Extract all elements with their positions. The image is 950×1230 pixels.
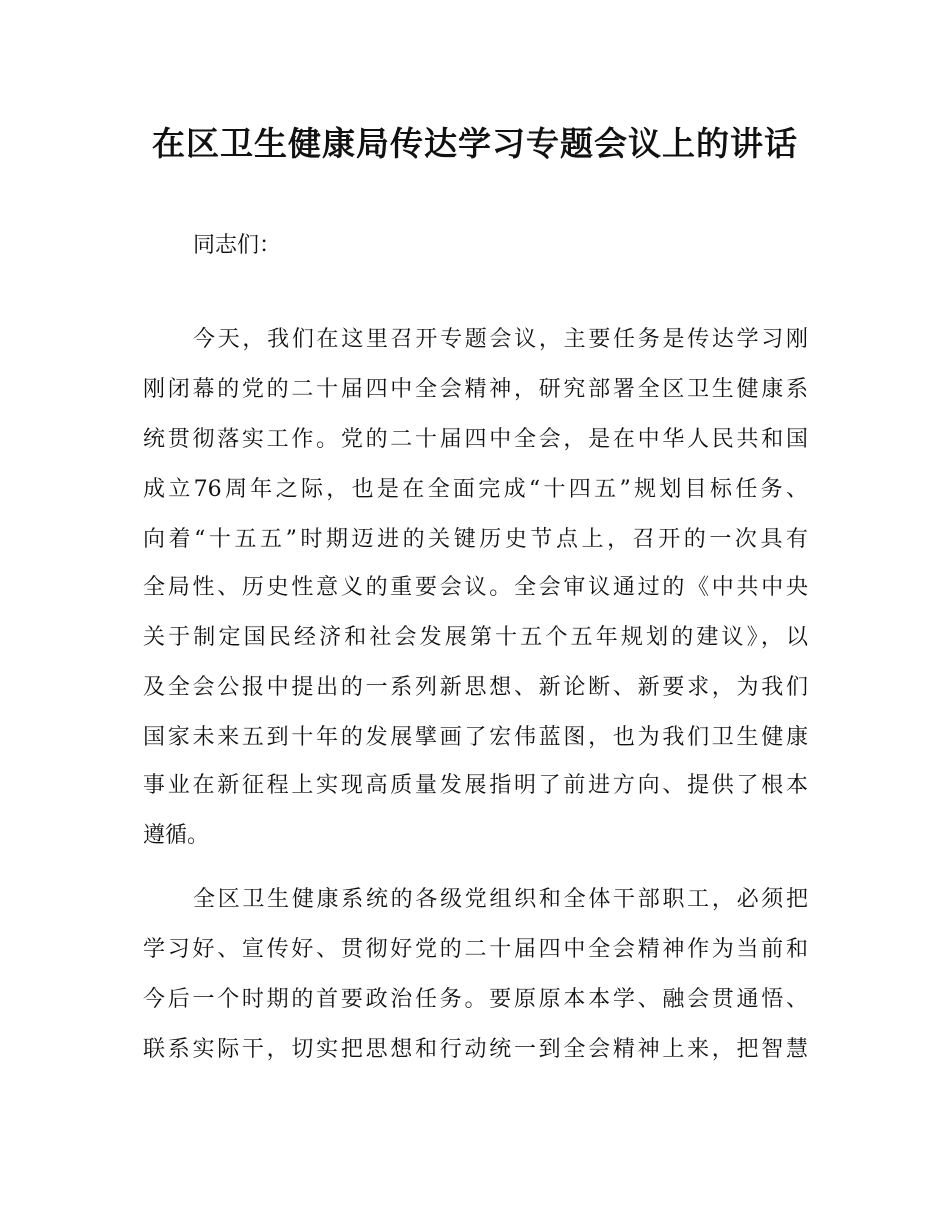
paragraph-line: 及全会公报中提出的一系列新思想、新论断、新要求，为我们 bbox=[143, 675, 808, 700]
paragraph-line: 遵循。 bbox=[143, 823, 210, 848]
salutation: 同志们： bbox=[193, 233, 282, 258]
paragraph-line: 联系实际干，切实把思想和行动统一到全会精神上来，把智慧 bbox=[143, 1037, 808, 1062]
paragraph-line: 关于制定国民经济和社会发展第十五个五年规划的建议》，以 bbox=[143, 625, 808, 650]
paragraph-line: 向着“十五五”时期迈进的关键历史节点上，召开的一次具有 bbox=[143, 527, 808, 552]
paragraph-line: 全局性、历史性意义的重要会议。全会审议通过的《中共中央 bbox=[143, 575, 808, 600]
paragraph-line: 成立76周年之际，也是在全面完成“十四五”规划目标任务、 bbox=[143, 477, 808, 502]
document-title: 在区卫生健康局传达学习专题会议上的讲话 bbox=[152, 124, 798, 163]
paragraph-line: 刚闭幕的党的二十届四中全会精神，研究部署全区卫生健康系 bbox=[143, 377, 808, 402]
paragraph-line: 今天，我们在这里召开专题会议，主要任务是传达学习刚 bbox=[193, 327, 808, 352]
paragraph-line: 全区卫生健康系统的各级党组织和全体干部职工，必须把 bbox=[193, 887, 808, 912]
paragraph-line: 国家未来五到十年的发展擘画了宏伟蓝图，也为我们卫生健康 bbox=[143, 725, 808, 750]
paragraph-line: 学习好、宣传好、贯彻好党的二十届四中全会精神作为当前和 bbox=[143, 937, 808, 962]
paragraph-line: 统贯彻落实工作。党的二十届四中全会，是在中华人民共和国 bbox=[143, 427, 808, 452]
paragraph-line: 今后一个时期的首要政治任务。要原原本本学、融会贯通悟、 bbox=[143, 987, 808, 1012]
paragraph-line: 事业在新征程上实现高质量发展指明了前进方向、提供了根本 bbox=[143, 773, 808, 798]
